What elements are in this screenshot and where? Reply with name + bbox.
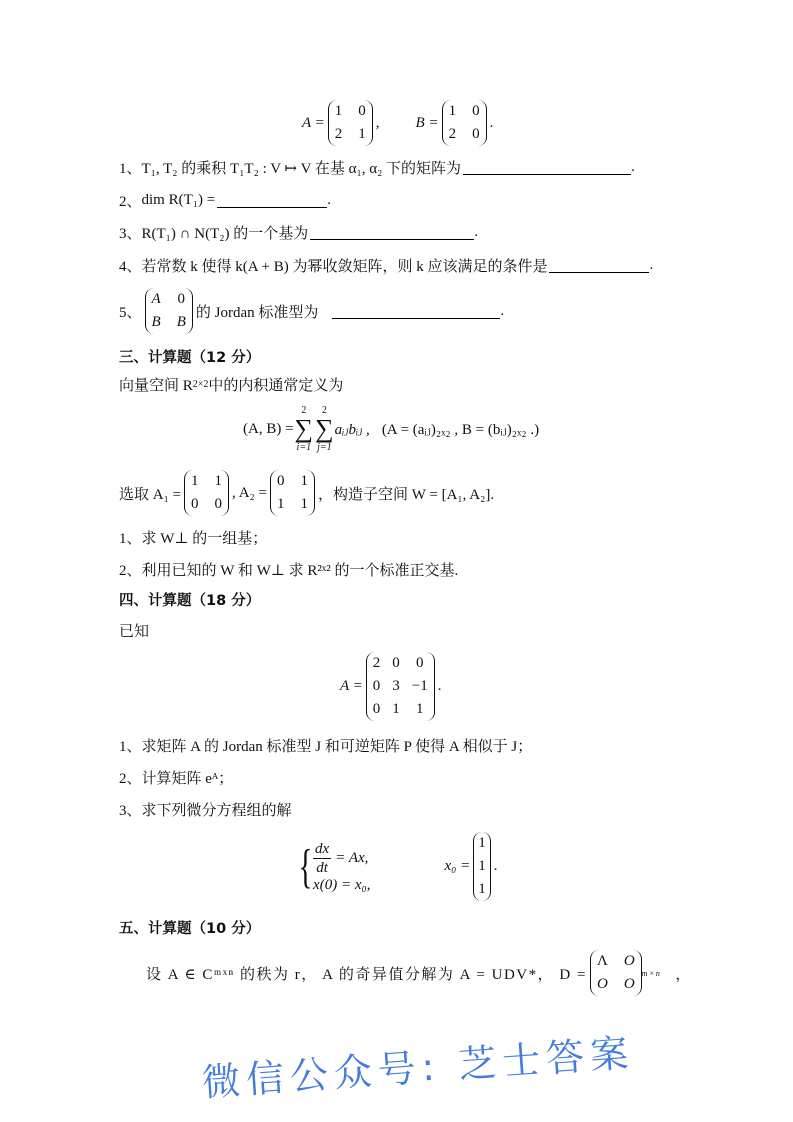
x0-label: x₀ =	[444, 858, 471, 874]
formula-lhs: (A, B) =	[243, 420, 294, 437]
denominator: dt	[316, 859, 328, 876]
question-text: dim R(T₁) =	[141, 192, 216, 208]
section-4-q1: 1、求矩阵 A 的 Jordan 标准型 J 和可逆矩阵 P 使得 A 相似于 J；	[119, 739, 533, 755]
section-3-q2: 2、利用已知的 W 和 W⊥ 求 R²ˣ² 的一个标准正交基.	[119, 563, 459, 579]
sum-i: 2 ∑ i=1	[294, 405, 314, 453]
cell: B	[151, 314, 161, 330]
answer-blank[interactable]	[463, 160, 631, 175]
punct: .	[437, 678, 442, 694]
given-label: 已知	[119, 624, 150, 640]
cell: 1	[334, 103, 343, 119]
cell: 0	[191, 496, 199, 512]
ode-rhs: = Ax,	[335, 849, 369, 866]
watermark: 微信公众号: 芝士答案	[200, 1030, 636, 1105]
answer-blank[interactable]	[310, 225, 474, 240]
question-1	[119, 157, 635, 178]
cell: 0	[276, 473, 285, 489]
cell: 1	[300, 473, 308, 489]
matrix-a1	[184, 470, 229, 516]
block-matrix	[145, 288, 193, 334]
ode-equation	[313, 840, 370, 877]
intro-text-rest: 中的内积通常定义为	[208, 378, 344, 394]
cell: 1	[191, 473, 199, 489]
question-text: R(T₁) ∩ N(T₂) 的一个基为	[141, 226, 309, 242]
matrix-definitions	[302, 100, 493, 146]
matrix-a-3x3	[366, 652, 435, 721]
cell: 0	[214, 496, 223, 512]
question-text: T₁, T₂ 的乘积 T₁T₂ : V ↦ V 在基 α₁, α₂ 下的矩阵为	[141, 161, 462, 177]
matrix-a2	[270, 470, 315, 516]
punct: ,	[375, 114, 380, 131]
cell: 3	[392, 678, 400, 694]
matrix-b	[442, 100, 487, 146]
formula-note: (A = (aᵢⱼ)₂ₓ₂ , B = (bᵢⱼ)₂ₓ₂ .)	[381, 421, 540, 438]
section-5-heading: 五、计算题（10 分）	[119, 921, 261, 937]
cell: 0	[177, 291, 186, 307]
sum-bottom: i=1	[296, 442, 312, 453]
section-3-heading: 三、计算题（12 分）	[119, 350, 261, 366]
question-5	[119, 288, 504, 334]
section-3-intro	[119, 374, 343, 395]
matrix-a-label: A =	[302, 114, 325, 131]
answer-blank[interactable]	[217, 193, 327, 208]
question-number: 2、	[119, 194, 142, 210]
cell: 0	[416, 655, 424, 671]
cell: 0	[472, 126, 480, 142]
question-number: 5、	[119, 304, 142, 321]
punct: .	[474, 224, 478, 240]
left-brace: {	[298, 839, 313, 893]
punct: .	[489, 114, 494, 131]
question-text: 的 Jordan 标准型为	[195, 304, 319, 321]
question-4	[119, 255, 653, 276]
punct: .	[493, 858, 498, 874]
a2-label: , A₂ =	[232, 484, 267, 501]
sum-top: 2	[321, 405, 327, 416]
matrix-a-3x3-def	[340, 652, 441, 721]
superscript: 2×2	[192, 379, 209, 390]
cell: 0	[372, 678, 381, 694]
answer-blank[interactable]	[549, 258, 649, 273]
cell: 1	[276, 496, 285, 512]
cell: 2	[334, 126, 343, 142]
cell: 2	[372, 655, 381, 671]
cell: 1	[448, 103, 457, 119]
vector-x0	[473, 832, 491, 901]
formula-term: aᵢⱼbᵢⱼ ,	[334, 421, 370, 438]
cell: 1	[416, 701, 424, 717]
cell: 2	[448, 126, 457, 142]
inner-product-formula	[243, 405, 539, 453]
section-4-q2: 2、计算矩阵 eᴬ；	[119, 771, 234, 787]
intro-text: 向量空间 R	[119, 378, 193, 394]
cell: 1	[392, 701, 400, 717]
cell: 1	[358, 126, 366, 142]
ode-lines	[313, 840, 370, 894]
cell: 0	[372, 701, 381, 717]
cell: 0	[392, 655, 400, 671]
cell: 1	[478, 835, 486, 851]
svd-text: 设 A ∈ Cᵐˣⁿ 的秩为 r， A 的奇异值分解为 A = UDV*， D =	[146, 966, 587, 983]
question-3	[119, 222, 478, 243]
answer-blank[interactable]	[332, 304, 500, 319]
choose-rest: ，构造子空间 W = [A₁, A₂].	[317, 486, 495, 503]
sum-bottom: j=1	[317, 442, 332, 453]
derivative	[313, 840, 331, 877]
cell: 1	[214, 473, 223, 489]
initial-condition: x(0) = x₀,	[313, 876, 371, 893]
cell: 1	[300, 496, 308, 512]
punct: .	[500, 302, 505, 319]
punct: .	[327, 192, 331, 208]
cell: 1	[478, 881, 486, 897]
sum-j: 2 ∑ j=1	[315, 405, 334, 453]
cell: 0	[472, 103, 480, 119]
section-3-q1: 1、求 W⊥ 的一组基；	[119, 531, 268, 547]
section-5-text	[146, 950, 692, 996]
punct: .	[649, 257, 654, 273]
matrix-b-label: B =	[415, 114, 439, 131]
section-4-heading: 四、计算题（18 分）	[119, 593, 261, 609]
cell: 1	[478, 858, 486, 874]
numerator: dx	[315, 840, 330, 857]
cell: Λ	[596, 953, 608, 969]
ode-system	[294, 832, 497, 901]
cell: O	[596, 976, 608, 992]
matrix-a	[328, 100, 373, 146]
cell: −1	[411, 678, 428, 694]
sum-top: 2	[301, 405, 307, 416]
cell: O	[623, 953, 635, 969]
question-number: 4、	[119, 259, 142, 275]
question-number: 1、	[119, 161, 142, 177]
question-text: 若常数 k 使得 k(A + B) 为幂收敛矩阵，则 k 应该满足的条件是	[141, 259, 548, 275]
cell: A	[151, 291, 161, 307]
cell: B	[176, 314, 186, 330]
cell: 0	[358, 103, 366, 119]
cell: O	[623, 976, 635, 992]
section-4-q3: 3、求下列微分方程组的解	[119, 803, 292, 819]
matrix-d-size: m×n	[641, 968, 662, 978]
choose-label: 选取 A₁ =	[119, 486, 182, 503]
subspace-definition	[119, 470, 494, 516]
punct: ，	[675, 966, 692, 983]
matrix-label: A =	[340, 678, 363, 694]
question-2	[119, 190, 331, 211]
question-number: 3、	[119, 226, 142, 242]
punct: .	[631, 159, 635, 175]
matrix-d	[590, 950, 642, 996]
